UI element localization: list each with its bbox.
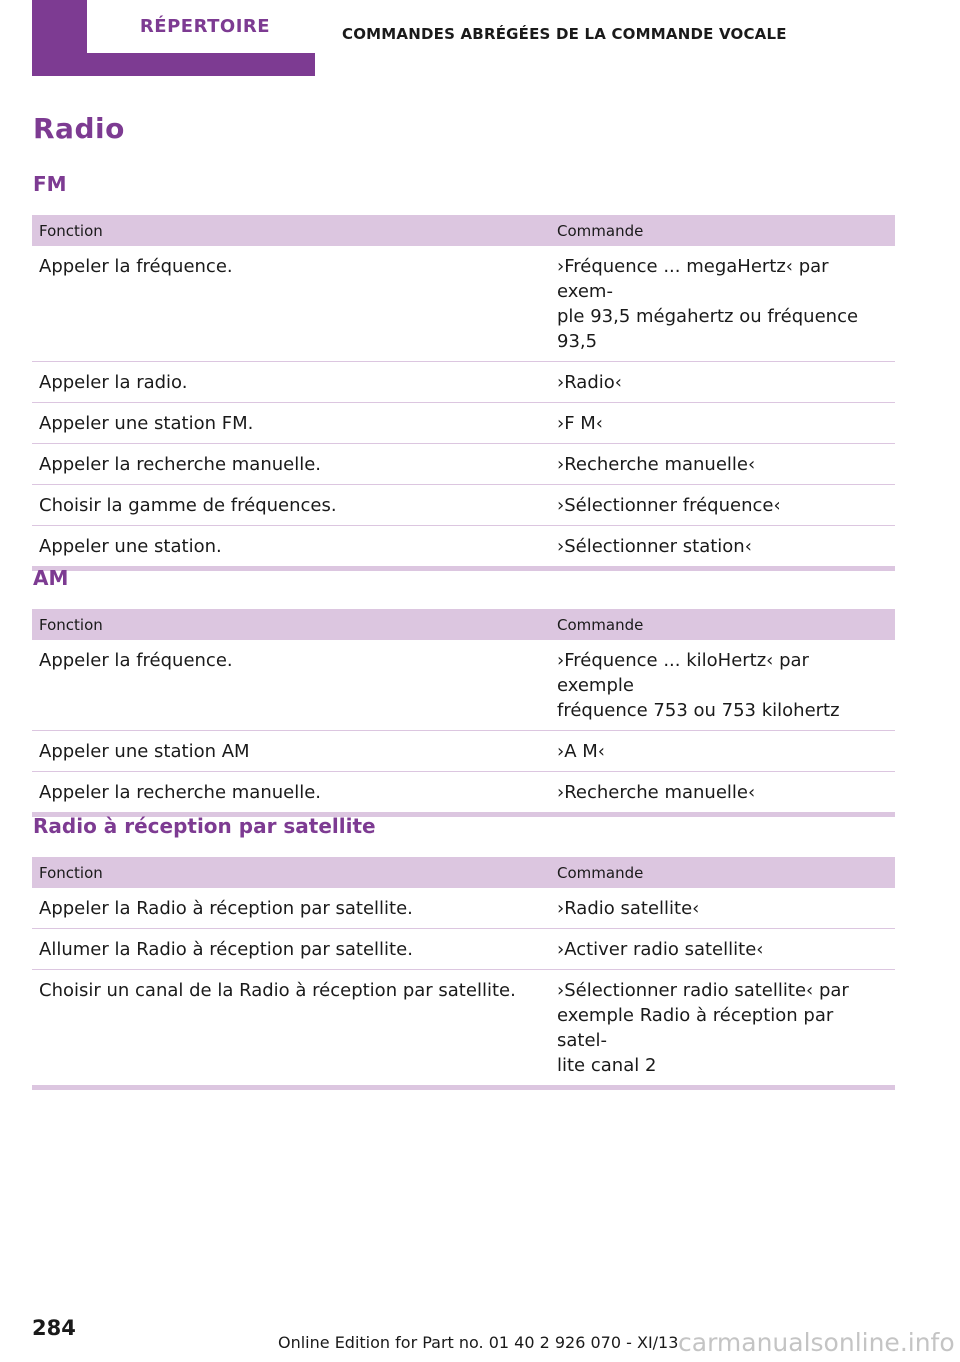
running-header-title: COMMANDES ABRÉGÉES DE LA COMMANDE VOCALE [342,25,787,43]
watermark-text: carmanualsonline.info [678,1328,955,1357]
page-number: 284 [32,1316,76,1340]
cell-commande: ›Sélectionner station‹ [557,536,752,557]
table-header [32,609,895,640]
table-row [32,362,895,403]
table-am [32,609,895,817]
table-row [32,485,895,526]
cell-fonction: Appeler la fréquence. [39,650,233,671]
column-header-fonction: Fonction [39,615,103,634]
cell-commande: ›Recherche manuelle‹ [557,454,756,475]
cell-fonction: Appeler la radio. [39,372,188,393]
column-header-fonction: Fonction [39,863,103,882]
cell-commande: ›Sélectionner radio satellite‹ par exemple Radio à réception par satel- lite canal 2 [557,980,849,1076]
cell-fonction: Allumer la Radio à réception par satellite. [39,939,413,960]
cell-commande: ›F M‹ [557,413,604,434]
chapter-tab[interactable] [32,0,315,76]
cell-fonction: Appeler la recherche manuelle. [39,454,322,475]
cell-fonction: Appeler la fréquence. [39,256,233,277]
cell-commande: ›Sélectionner fréquence‹ [557,495,781,516]
column-header-commande: Commande [557,221,644,240]
section-heading-am: AM [33,566,69,590]
section-heading-fm: FM [33,172,67,196]
table-row [32,444,895,485]
table-row [32,246,895,362]
column-header-fonction: Fonction [39,221,103,240]
column-header-commande: Commande [557,615,644,634]
cell-fonction: Choisir la gamme de fréquences. [39,495,337,516]
cell-fonction: Appeler une station. [39,536,222,557]
cell-fonction: Appeler une station AM [39,741,250,762]
table-row [32,526,895,566]
cell-fonction: Appeler une station FM. [39,413,254,434]
cell-fonction: Choisir un canal de la Radio à réception par satellite. [39,980,516,1001]
cell-commande: ›Recherche manuelle‹ [557,782,756,803]
table-fm [32,215,895,571]
table-body [32,640,895,812]
table-header [32,215,895,246]
cell-commande: ›A M‹ [557,741,605,762]
section-heading-satellite: Radio à réception par satellite [33,814,376,838]
table-row [32,772,895,812]
cell-commande: ›Radio satellite‹ [557,898,700,919]
cell-commande: ›Fréquence ... kiloHertz‹ par exemple fréquence 753 ou 753 kilohertz [557,650,840,721]
cell-commande: ›Activer radio satellite‹ [557,939,764,960]
table-row [32,970,895,1085]
table-body [32,888,895,1085]
cell-fonction: Appeler la recherche manuelle. [39,782,322,803]
table-row [32,929,895,970]
table-body [32,246,895,566]
edition-note: Online Edition for Part no. 01 40 2 926 070 - XI/13 [278,1333,679,1352]
cell-fonction: Appeler la Radio à réception par satellite. [39,898,413,919]
table-row [32,888,895,929]
column-header-commande: Commande [557,863,644,882]
table-satellite [32,857,895,1090]
table-row [32,731,895,772]
cell-commande: ›Fréquence ... megaHertz‹ par exem- ple 93,5 mégahertz ou fréquence 93,5 [557,256,859,352]
page-title: Radio [33,112,125,145]
table-row [32,640,895,731]
table-header [32,857,895,888]
cell-commande: ›Radio‹ [557,372,622,393]
table-row [32,403,895,444]
chapter-tab-label[interactable]: RÉPERTOIRE [87,0,323,53]
